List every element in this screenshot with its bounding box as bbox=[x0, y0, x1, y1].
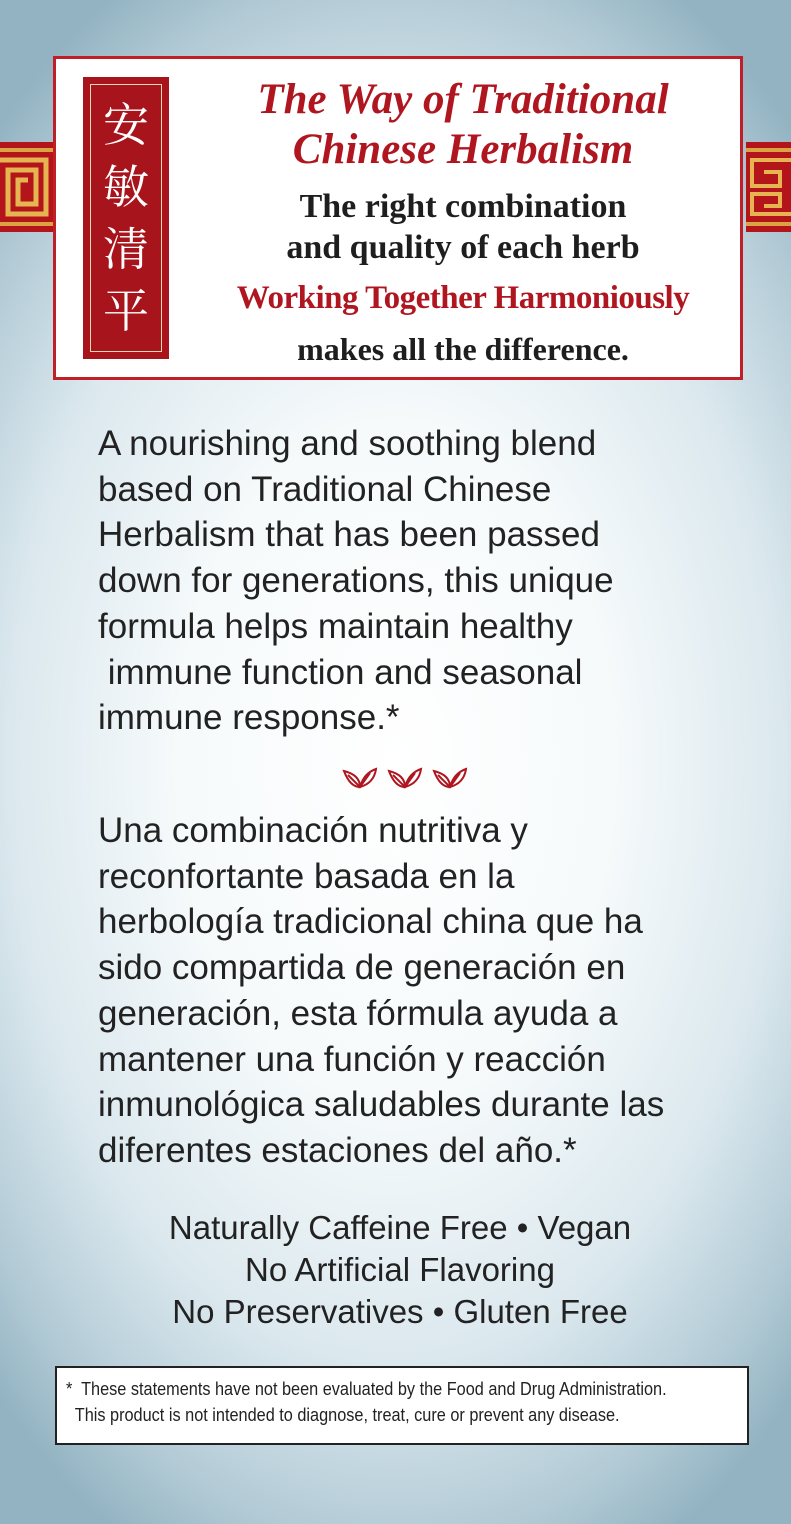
title-line-1: The Way of Traditional bbox=[257, 76, 669, 123]
seal-inner-frame bbox=[90, 84, 162, 352]
leaf-divider bbox=[338, 763, 468, 791]
disclaimer-line: This product is not intended to diagnose, treat, cure or prevent any disease. bbox=[66, 1404, 620, 1425]
description-line: Herbalism that has been passed bbox=[98, 515, 600, 555]
title-line-2: Chinese Herbalism bbox=[292, 126, 634, 173]
feature-line: No Artificial Flavoring bbox=[245, 1251, 555, 1288]
description-line: based on Traditional Chinese bbox=[98, 469, 552, 509]
disclaimer-line: * These statements have not been evaluated by the Food and Drug Administration. bbox=[66, 1378, 667, 1399]
description-line: reconfortante basada en la bbox=[98, 856, 515, 896]
description-line: mantener una función y reacción bbox=[98, 1039, 606, 1079]
description-line: diferentes estaciones del año.* bbox=[98, 1130, 577, 1170]
description-line: A nourishing and soothing blend bbox=[98, 424, 597, 463]
leaf-icon bbox=[344, 769, 376, 787]
left-fret-ornament bbox=[0, 142, 56, 232]
seal-character: 安 bbox=[103, 98, 149, 152]
description-line: Una combinación nutritiva y bbox=[98, 811, 528, 850]
seal-character: 清 bbox=[103, 222, 149, 276]
leaf-icon bbox=[389, 769, 421, 787]
description-line: formula helps maintain healthy bbox=[98, 606, 573, 646]
feature-line: Naturally Caffeine Free • Vegan bbox=[168, 1209, 632, 1246]
description-line: sido compartida de generación en bbox=[98, 948, 626, 988]
description-line: generación, esta fórmula ayuda a bbox=[98, 993, 618, 1033]
description-english bbox=[98, 421, 738, 741]
seal-character: 敏 bbox=[103, 160, 149, 214]
feature-line: No Preservatives • Gluten Free bbox=[172, 1293, 628, 1330]
highlight-line: Working Together Harmoniously bbox=[236, 280, 690, 316]
description-line: down for generations, this unique bbox=[98, 561, 614, 601]
header-panel bbox=[53, 56, 743, 380]
description-line: immune function and seasonal bbox=[98, 652, 583, 692]
subtitle-line-1: The right combination bbox=[299, 188, 627, 225]
description-spanish bbox=[98, 808, 738, 1174]
description-line: herbología tradicional china que ha bbox=[98, 902, 643, 942]
description-line: inmunológica saludables durante las bbox=[98, 1085, 665, 1125]
seal-character: 平 bbox=[103, 284, 149, 338]
chinese-seal bbox=[83, 77, 169, 359]
fda-disclaimer bbox=[55, 1366, 749, 1445]
leaf-icon bbox=[434, 769, 466, 787]
subtitle-line-2: and quality of each herb bbox=[286, 229, 640, 266]
description-line: immune response.* bbox=[98, 698, 400, 738]
subtitle-line-3: makes all the difference. bbox=[297, 331, 629, 367]
right-fret-ornament bbox=[746, 142, 791, 232]
